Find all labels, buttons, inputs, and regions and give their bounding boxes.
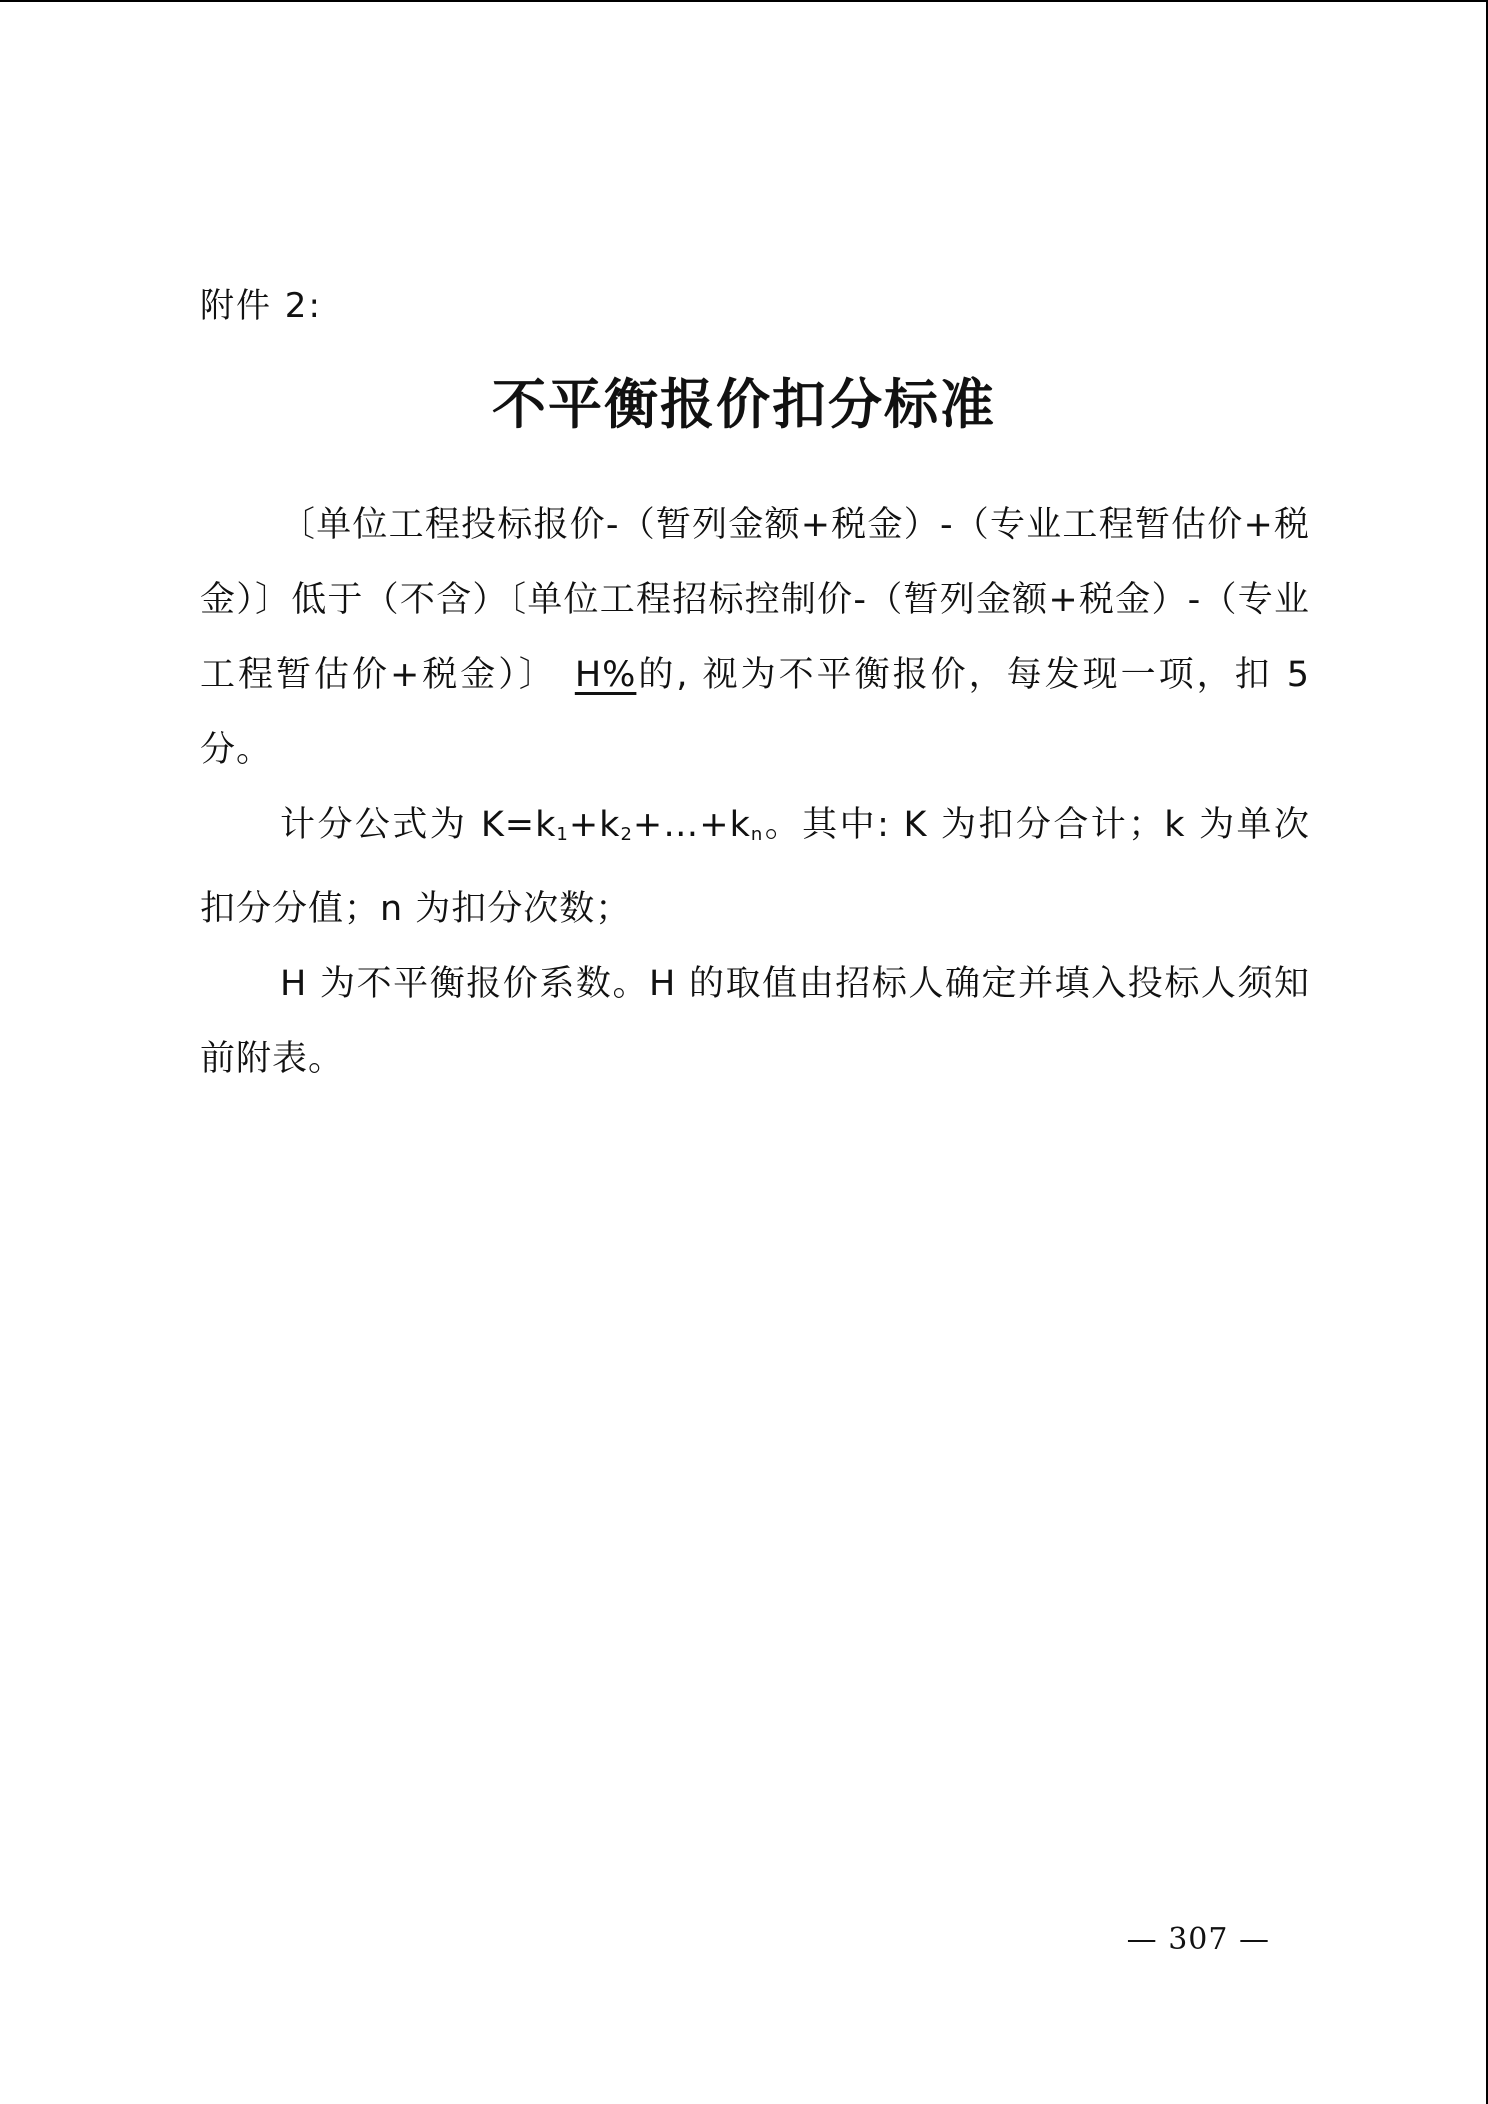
rule-text-after: 的, 视为不平衡报价，每发现一项，扣 5 分。 (200, 655, 1310, 770)
formula-mid: +…+k (632, 805, 751, 845)
attachment-label: 附件 2: (200, 286, 322, 326)
page-number: — 307 — (1126, 1922, 1270, 1957)
formula-plus-1: +k (568, 805, 621, 845)
page-border-top (0, 0, 1488, 2)
paragraph-formula (200, 788, 1310, 947)
page-title: 不平衡报价扣分标准 (492, 372, 996, 436)
subscript-n: n (750, 824, 764, 845)
formula-lead: 计分公式为 K=k (280, 805, 557, 845)
subscript-2: 2 (620, 824, 633, 845)
subscript-1: 1 (556, 824, 569, 845)
rule-text-before: 〔单位工程投标报价-（暂列金额+税金）-（专业工程暂估价+税金）〕低于（不含）〔单位工程招标控制价-（暂列金额+税金）-（专业工程暂估价+税金）〕 (200, 505, 1310, 695)
h-percent-value: H% (574, 655, 637, 695)
paragraph-h-coefficient: H 为不平衡报价系数。H 的取值由招标人确定并填入投标人须知前附表。 (200, 964, 1310, 1079)
formula-tail: 。其中: K 为扣分合计；k 为单次扣分分值；n 为扣分次数； (200, 805, 1310, 929)
paragraph-rule (200, 488, 1310, 788)
body-text (200, 488, 1310, 1097)
